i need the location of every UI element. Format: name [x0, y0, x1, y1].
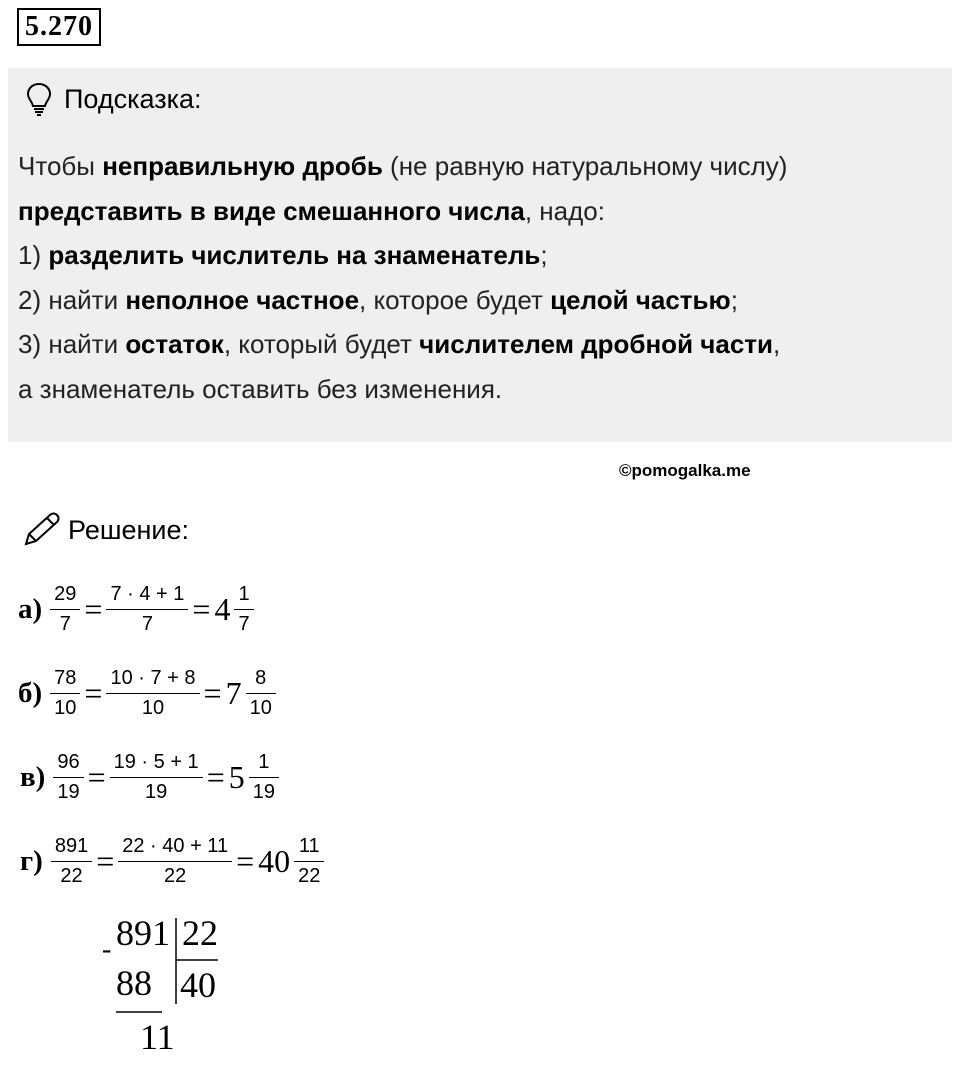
solution-title: Решение:: [68, 515, 190, 545]
improper-fraction: [55, 751, 81, 804]
fraction-denominator: 10: [50, 693, 80, 720]
division-dividend: 891: [116, 913, 170, 953]
equals-sign: =: [84, 674, 103, 711]
whole-part: 5: [228, 758, 245, 795]
fraction-denominator: 22: [51, 861, 92, 888]
equals-sign: =: [192, 590, 211, 627]
fraction-denominator: 7: [234, 609, 253, 636]
fraction-numerator: 78: [54, 666, 77, 689]
hint-bold-text: неправильную дробь: [102, 151, 383, 181]
hint-text-segment: 3) найти: [18, 329, 126, 359]
hint-text-segment: а знаменатель оставить без изменения.: [18, 373, 503, 404]
fraction-denominator: 19: [249, 777, 279, 804]
hint-bold-text: числителем дробной части: [419, 329, 774, 359]
hint-line: [18, 322, 948, 367]
fractional-part: [248, 667, 274, 720]
improper-fraction: [52, 667, 78, 720]
fraction-numerator: 7 · 4 + 1: [110, 582, 185, 605]
whole-part: 4: [214, 590, 231, 627]
lightbulb-icon: [26, 82, 52, 116]
equals-sign: =: [206, 758, 225, 795]
hint-text: [18, 144, 948, 411]
fraction-denominator: 19: [110, 777, 203, 804]
division-minus: -: [102, 934, 112, 965]
equation-row: [20, 829, 324, 893]
hint-text-segment: ;: [540, 240, 548, 270]
equals-sign: =: [203, 674, 222, 711]
equation-label: б): [18, 676, 43, 709]
fraction-denominator: 22: [294, 861, 324, 888]
expanded-fraction: [120, 835, 230, 888]
fraction-numerator: 22 · 40 + 11: [122, 834, 229, 857]
hint-title: Подсказка:: [64, 84, 202, 114]
fraction-denominator: 19: [53, 777, 83, 804]
fraction-numerator: 1: [238, 582, 250, 605]
hint-text-segment: , который будет: [223, 329, 420, 359]
fraction-numerator: 1: [258, 750, 270, 773]
fraction-numerator: 11: [298, 834, 320, 857]
equation-label: в): [20, 760, 46, 793]
hint-line: [18, 278, 948, 323]
hint-text-segment: (не равную натуральному числу): [382, 151, 788, 181]
fraction-numerator: 8: [255, 666, 267, 689]
fraction-denominator: 10: [246, 693, 276, 720]
hint-line: [18, 189, 948, 234]
division-remainder: 11: [140, 1017, 175, 1057]
fractional-part: [236, 583, 251, 636]
equals-sign: =: [96, 842, 115, 879]
equation-label: а): [18, 592, 43, 625]
fractional-part: [251, 751, 277, 804]
fraction-denominator: 10: [106, 693, 199, 720]
fraction-numerator: 19 · 5 + 1: [113, 750, 199, 773]
fraction-numerator: 891: [54, 834, 89, 857]
improper-fraction: [53, 835, 90, 888]
equation-label: г): [20, 844, 43, 877]
whole-part: 7: [225, 674, 242, 711]
equation-row: [20, 745, 279, 809]
equation-row: [18, 577, 254, 641]
expanded-fraction: [108, 583, 186, 636]
hint-text-segment: ;: [730, 284, 738, 315]
equals-sign: =: [236, 842, 255, 879]
division-lines: [100, 912, 230, 1062]
hint-line: [18, 144, 948, 189]
equals-sign: =: [84, 590, 103, 627]
expanded-fraction: [108, 667, 197, 720]
hint-bold-text: неполное частное: [125, 284, 360, 315]
division-divisor: 22: [182, 913, 218, 953]
hint-line: [18, 233, 948, 278]
hint-text-segment: Чтобы: [18, 151, 103, 181]
division-quotient: 40: [180, 965, 216, 1005]
division-subtract: 88: [116, 963, 152, 1003]
hint-bold-text: целой частью: [550, 284, 731, 315]
hint-text-segment: , надо:: [524, 195, 605, 226]
hint-text-segment: 2) найти: [18, 284, 126, 315]
hint-header: [26, 82, 202, 116]
hint-text-segment: 1): [18, 240, 49, 270]
copyright: ©pomogalka.me: [619, 461, 751, 480]
fraction-denominator: 7: [50, 609, 80, 636]
equation-row: [18, 661, 276, 725]
hint-text-segment: , которое будет: [359, 284, 551, 315]
hint-line: [18, 367, 948, 412]
fraction-numerator: 10 · 7 + 8: [110, 666, 196, 689]
fractional-part: [296, 835, 322, 888]
equals-sign: =: [87, 758, 106, 795]
whole-part: 40: [258, 842, 291, 879]
hint-text-segment: ,: [773, 329, 781, 359]
fraction-numerator: 96: [57, 750, 80, 773]
task-number: 5.270: [17, 8, 101, 46]
solution-header: [20, 512, 189, 548]
fraction-denominator: 7: [106, 609, 188, 636]
pencil-icon: [20, 512, 62, 548]
hint-bold-text: представить в виде смешанного числа: [18, 195, 525, 226]
improper-fraction: [52, 583, 78, 636]
hint-bold-text: разделить числитель на знаменатель: [48, 240, 541, 270]
expanded-fraction: [112, 751, 201, 804]
fraction-numerator: 29: [54, 582, 77, 605]
hint-box: [8, 68, 952, 442]
fraction-denominator: 22: [118, 861, 232, 888]
hint-bold-text: остаток: [125, 329, 224, 359]
